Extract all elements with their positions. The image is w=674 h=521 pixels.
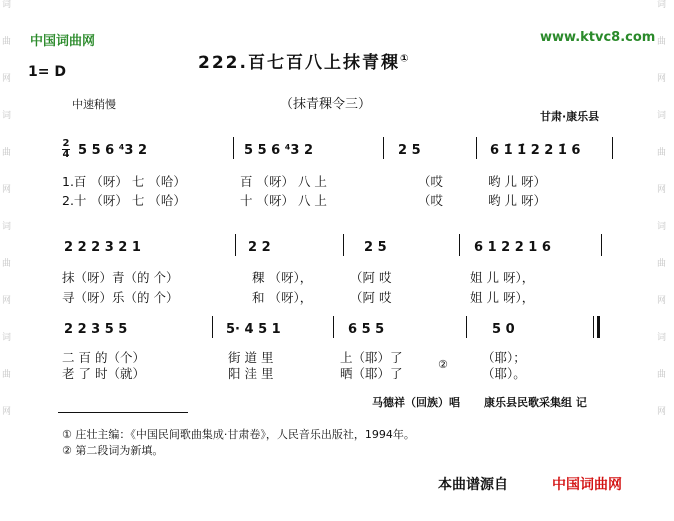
lyric: 老 了 时（就） (62, 366, 145, 381)
measure: 5 5 6 ⁴3 2 (244, 143, 314, 158)
site-name-left[interactable]: 中国词曲网 (30, 34, 96, 49)
footer-source-label: 本曲谱源自 (438, 477, 508, 493)
watermark-char: 曲 (2, 37, 12, 47)
barline (476, 137, 477, 159)
barline (343, 234, 344, 256)
watermark-char: 曲 (2, 148, 12, 158)
watermark-char: 曲 (657, 259, 667, 269)
watermark-char: 网 (2, 185, 12, 195)
watermark-left (2, 0, 20, 521)
time-signature-top: 2 (62, 138, 70, 149)
lyric: 阳 洼 里 (228, 366, 274, 381)
watermark-char: 曲 (2, 370, 12, 380)
lyric: 寻（呀）乐（的 个） (62, 290, 179, 305)
lyric: （耶）。 (482, 366, 526, 381)
barline (212, 316, 213, 338)
time-signature (62, 139, 70, 160)
measure: 2 5 (398, 143, 421, 158)
final-barline-thin (593, 316, 594, 338)
barline (601, 234, 602, 256)
barline (233, 137, 234, 159)
lyric: 1.百 （呀） 七 （哈） (62, 174, 186, 189)
measure: 2 2 3 5 5 (64, 322, 128, 337)
watermark-char: 曲 (657, 370, 667, 380)
measure: 6 1̇ 1̇ 2 2 1̇ 6 (490, 143, 581, 158)
watermark-char: 网 (2, 74, 12, 84)
watermark-char: 网 (657, 74, 667, 84)
tempo-marking: 中速稍慢 (72, 98, 116, 111)
watermark-char: 词 (2, 333, 12, 343)
watermark-char: 网 (657, 185, 667, 195)
measure: 6 5 5 (348, 322, 385, 337)
barline (333, 316, 334, 338)
barline (459, 234, 460, 256)
barline (466, 316, 467, 338)
barline (235, 234, 236, 256)
watermark-char: 词 (657, 333, 667, 343)
title-footnote-mark: ① (399, 53, 411, 65)
footer-brand-link[interactable]: 中国词曲网 (552, 477, 622, 493)
lyric-footnote-mark: ② (438, 358, 448, 371)
barline (383, 137, 384, 159)
watermark-char: 曲 (2, 259, 12, 269)
watermark-char: 词 (2, 0, 12, 10)
watermark-char: 曲 (657, 37, 667, 47)
lyric: 哟 儿 呀） (488, 174, 546, 189)
site-url-right[interactable]: www.ktvc8.com (540, 30, 656, 45)
lyric: 2.十 （呀） 七 （哈） (62, 193, 186, 208)
lyric: （哎 (418, 193, 444, 208)
lyric: 和 （呀）， (252, 290, 313, 305)
footnote-2: ② 第二段词为新填。 (62, 444, 164, 457)
footnote-divider (58, 412, 188, 413)
watermark-char: 词 (657, 111, 667, 121)
watermark-char: 网 (2, 407, 12, 417)
song-title (198, 48, 410, 73)
lyric: （阿 哎 (350, 270, 392, 285)
watermark-char: 词 (657, 0, 667, 10)
song-subtitle: （抹青稞令三） (280, 97, 372, 112)
measure: 2 2 (248, 240, 271, 255)
measure: 6 1 2 2 1 6 (474, 240, 551, 255)
lyric: 上（耶）了 (340, 350, 403, 365)
watermark-char: 网 (657, 296, 667, 306)
credit-collector: 康乐县民歌采集组 记 (484, 396, 587, 409)
final-barline-thick (597, 316, 600, 338)
watermark-char: 网 (657, 407, 667, 417)
lyric: （哎 (418, 174, 444, 189)
watermark-char: 词 (657, 222, 667, 232)
measure: 5 5 6 ⁴3 2 (78, 143, 148, 158)
lyric: （耶）； (482, 350, 526, 365)
lyric: 十 （呀） 八 上 (240, 193, 327, 208)
barline (612, 137, 613, 159)
measure: 2 5 (364, 240, 387, 255)
watermark-char: 词 (2, 111, 12, 121)
credit-singer: 马德祥（回族）唱 (372, 396, 460, 409)
lyric: 哟 儿 呀） (488, 193, 546, 208)
watermark-char: 曲 (657, 148, 667, 158)
lyric: 百 （呀） 八 上 (240, 174, 327, 189)
lyric: 姐 儿 呀）， (470, 270, 535, 285)
watermark-right (657, 0, 674, 521)
time-signature-bottom: 4 (62, 149, 70, 160)
lyric: 二 百 的（个） (62, 350, 145, 365)
lyric: 稞 （呀）， (252, 270, 313, 285)
measure: 2 2 2 3 2 1 (64, 240, 141, 255)
song-origin: 甘肃·康乐县 (540, 110, 600, 123)
lyric: 街 道 里 (228, 350, 274, 365)
watermark-char: 词 (2, 222, 12, 232)
footnote-1: ① 庄壮主编：《中国民间歌曲集成·甘肃卷》，人民音乐出版社，1994年。 (62, 428, 415, 441)
lyric: 晒（耶）了 (340, 366, 403, 381)
measure: 5 0 (492, 322, 515, 337)
measure: 5· 4 5 1 (226, 322, 281, 337)
watermark-char: 网 (2, 296, 12, 306)
lyric: （阿 哎 (350, 290, 392, 305)
song-title-text: 222.百七百八上抹青稞 (198, 53, 400, 73)
lyric: 抹（呀）青（的 个） (62, 270, 179, 285)
key-signature: 1= D (28, 64, 66, 80)
lyric: 姐 儿 呀）， (470, 290, 535, 305)
